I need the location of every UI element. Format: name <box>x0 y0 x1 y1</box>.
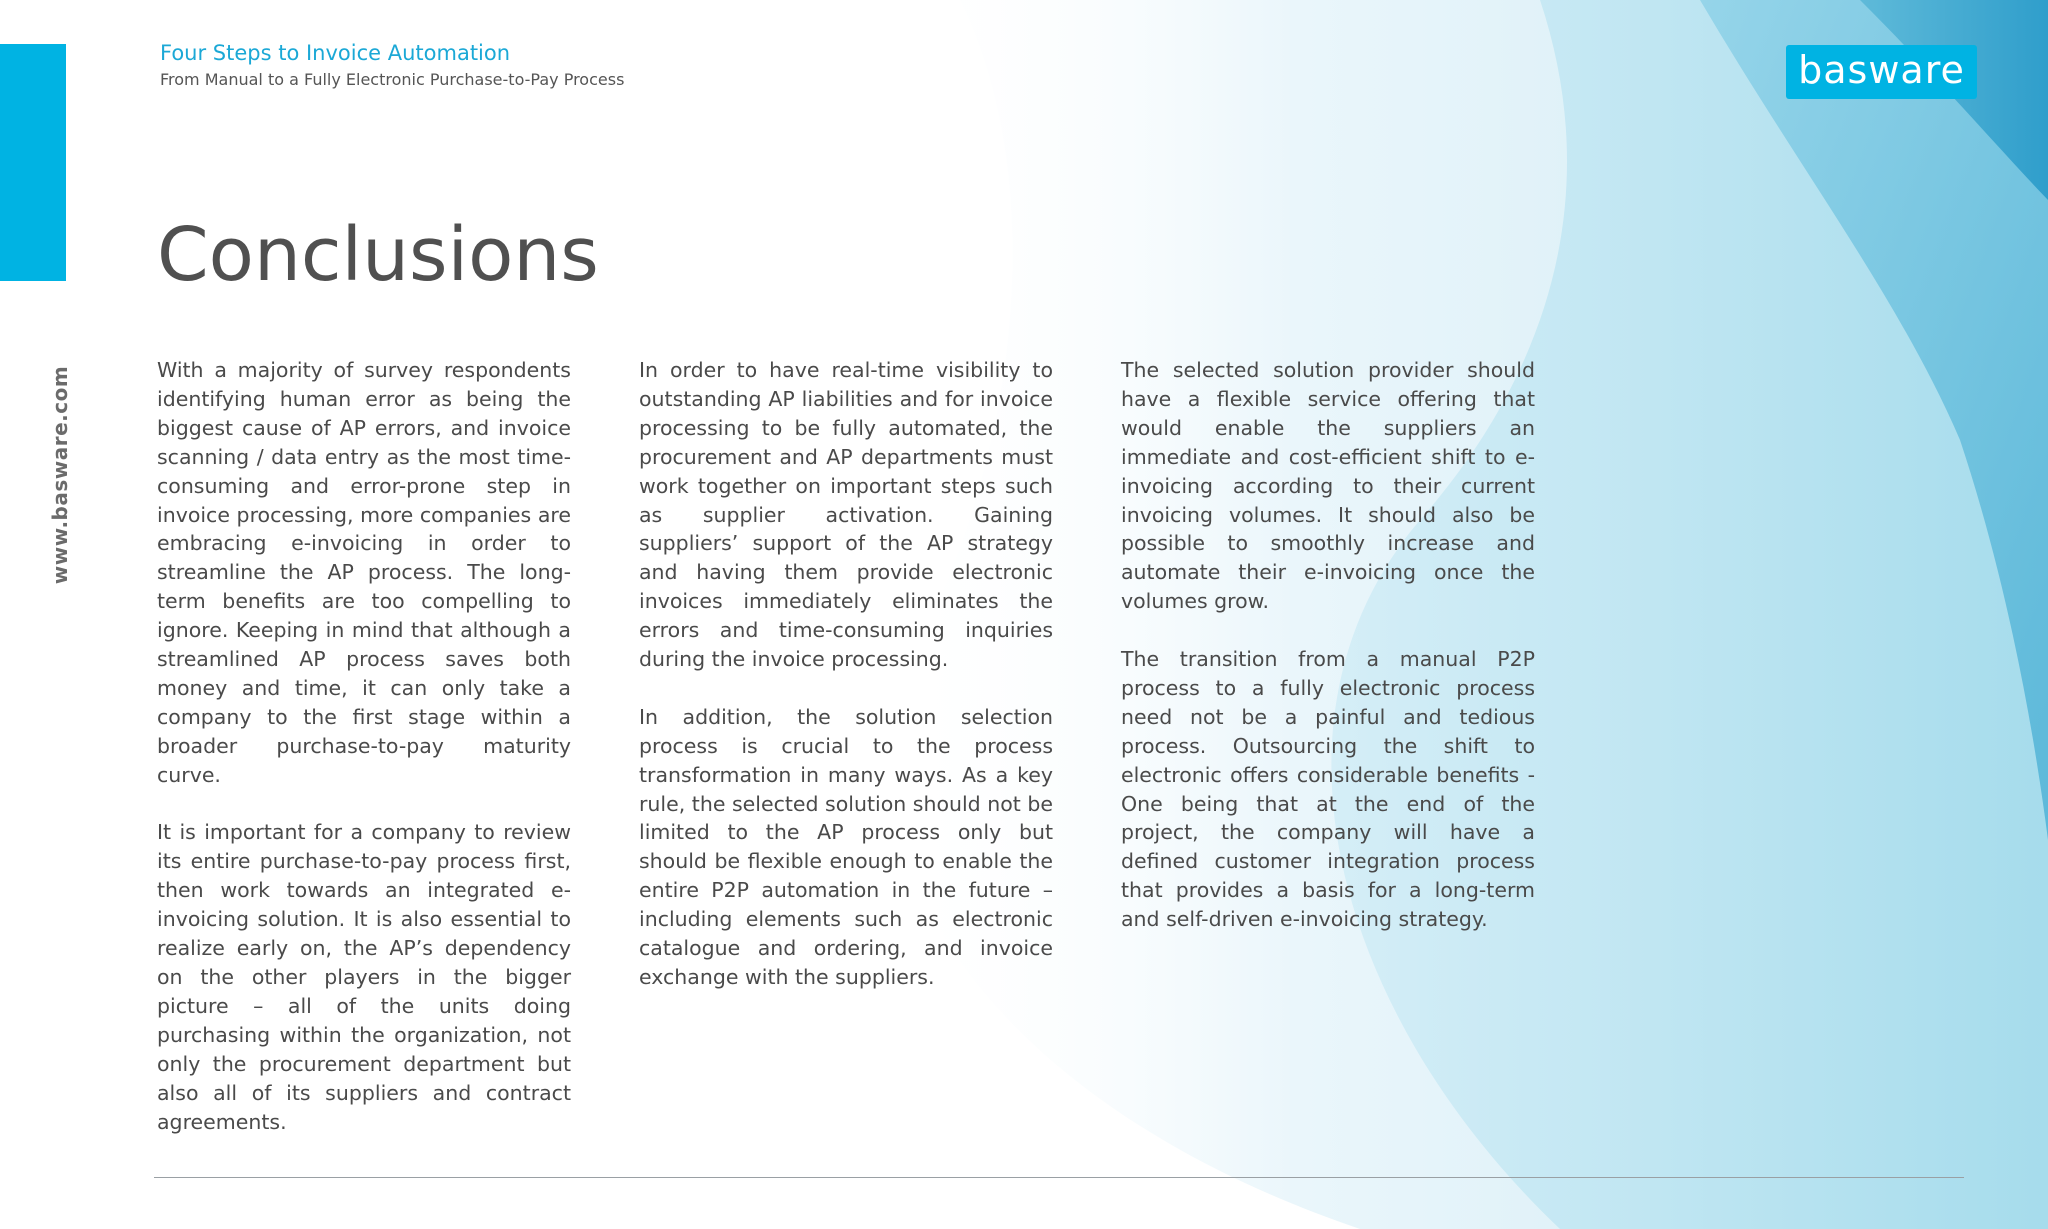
logo-text: basware <box>1798 48 1965 92</box>
text-column-2 <box>639 356 1053 1021</box>
document-title: Four Steps to Invoice Automation <box>160 41 511 65</box>
paragraph: In addition, the solution selection process is crucial to the process transformation in many ways. As a key rule, the selected solution should not be limited to the AP process only but should be flexible enough to enable the entire P2P automation in the future – including elements such as electronic catalogue and ordering, and invoice exchange with the suppliers. <box>639 704 1053 990</box>
text-column-3 <box>1121 356 1535 963</box>
paragraph: It is important for a company to review its entire purchase-to-pay process first, then work towards an integrated e-invoicing solution. It is also essential to realize early on, the AP’s dependency on the other players in the bigger picture – all of the units doing purchasing within the organization, not only the procurement department but also all of its suppliers and contract agreements. <box>157 820 571 1134</box>
paragraph: With a majority of survey respondents identifying human error as being the biggest cause of AP errors, and invoice scanning / data entry as the most time-consuming and error-prone step in invoice processing, more companies are embracing e-invoicing in order to streamline the AP process. The long-term benefits are too compelling to ignore. Keeping in mind that although a streamlined AP process saves both money and time, it can only take a company to the first stage within a broader purchase-to-pay maturity curve. <box>157 358 571 787</box>
paragraph: In order to have real-time visibility to outstanding AP liabilities and for invoice processing to be fully automated, the procurement and AP departments must work together on important steps such as supplier activation. Gaining suppliers’ support of the AP strategy and having them provide electronic invoices immediately eliminates the errors and time-consuming inquiries during the invoice processing. <box>639 358 1053 672</box>
document-subtitle: From Manual to a Fully Electronic Purchase-to-Pay Process <box>160 70 625 89</box>
text-column-1 <box>157 356 571 1165</box>
website-url: www.basware.com <box>48 365 72 585</box>
accent-bar <box>0 44 66 281</box>
basware-logo <box>1786 45 1977 99</box>
footer-divider <box>154 1177 1964 1178</box>
paragraph: The transition from a manual P2P process to a fully electronic process need not be a painful and tedious process. Outsourcing the shift to electronic offers considerable benefits - One being that at the end of the project, the company will have a defined customer integration process that provides a basis for a long-term and self-driven e-invoicing strategy. <box>1121 647 1535 932</box>
page-heading: Conclusions <box>157 212 599 298</box>
paragraph: The selected solution provider should have a flexible service offering that would enable the suppliers an immediate and cost-efficient shift to e-invoicing according to their current invoicing volumes. It should also be possible to smoothly increase and automate their e-invoicing once the volumes grow. <box>1121 358 1535 614</box>
